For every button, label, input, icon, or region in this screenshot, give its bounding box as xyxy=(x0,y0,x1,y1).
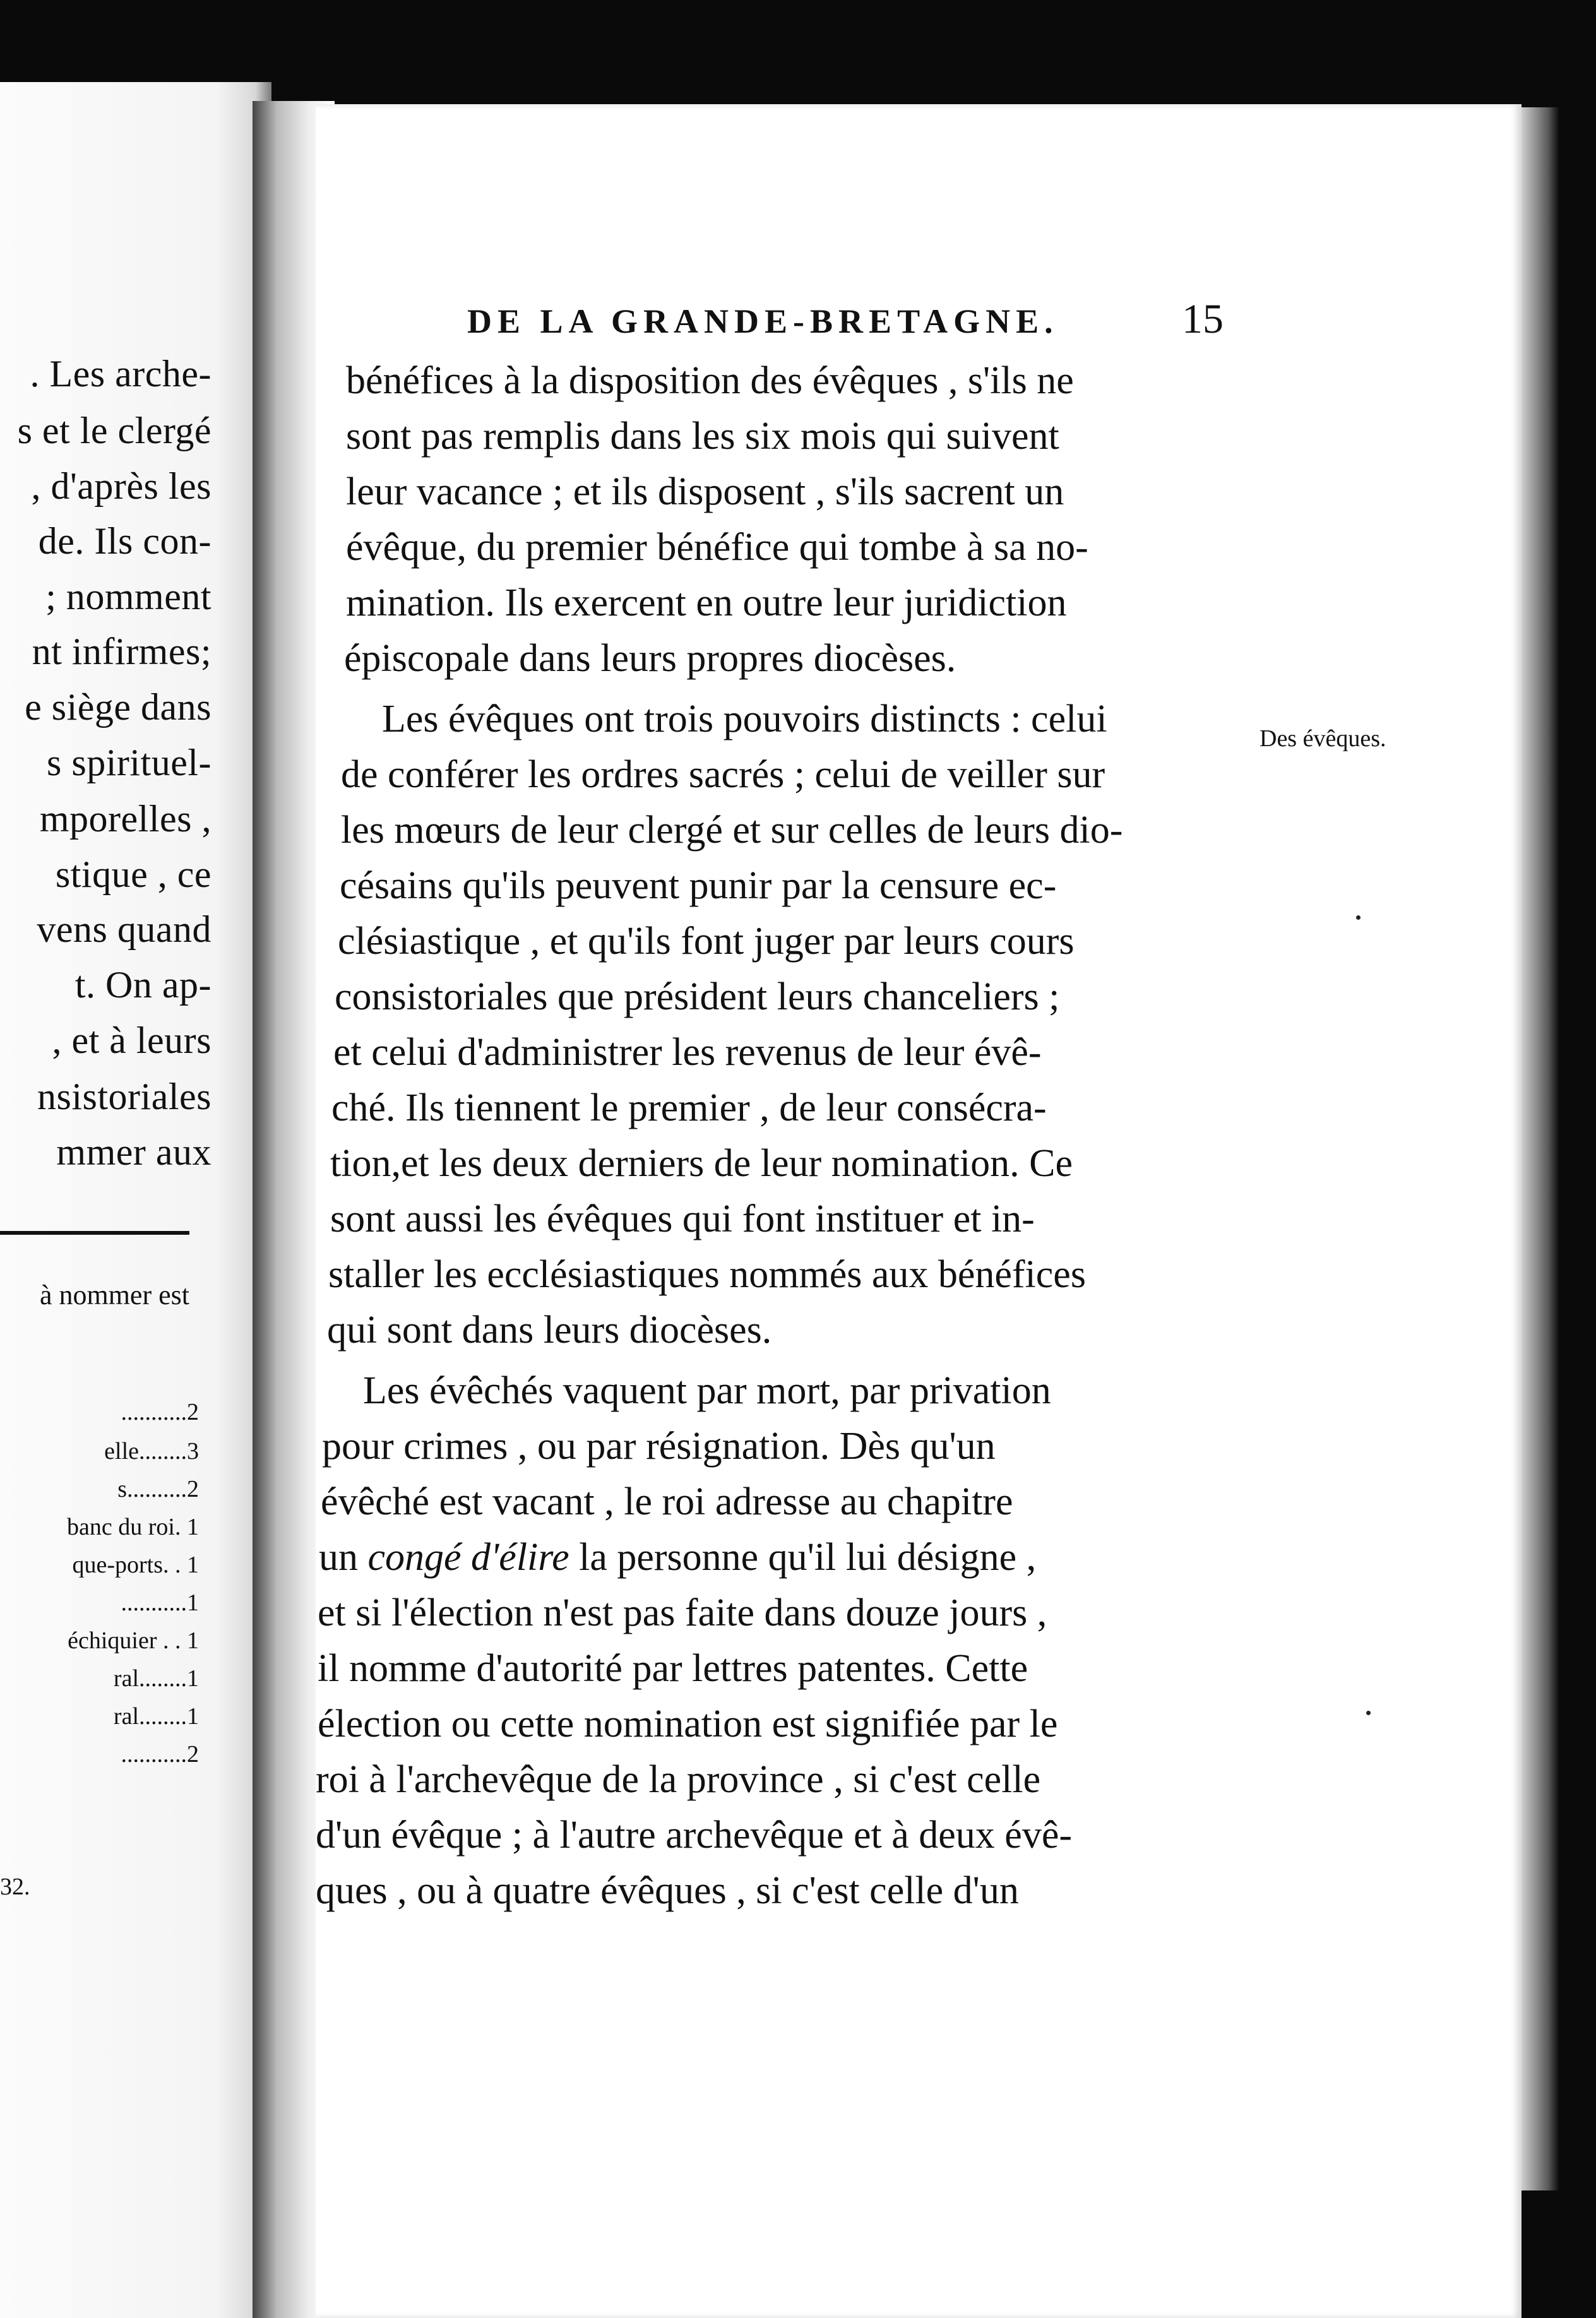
margin-note: Des évêques. xyxy=(1260,725,1386,752)
left-table-row: s..........2 xyxy=(117,1476,199,1502)
left-page xyxy=(0,82,271,2318)
running-head: DE LA GRANDE-BRETAGNE. xyxy=(467,302,1059,340)
text-fragment: la personne qu'il lui désigne , xyxy=(579,1536,1037,1579)
left-line: , d'après les xyxy=(31,465,211,507)
page-number: 15 xyxy=(1182,296,1224,342)
text-line: tion,et les deux derniers de leur nomination. Ce xyxy=(330,1142,1073,1185)
text-line: les mœurs de leur clergé et sur celles de leurs dio- xyxy=(341,809,1123,852)
text-line: et si l'élection n'est pas faite dans douze jours , xyxy=(318,1591,1047,1634)
text-line: évêque, du premier bénéfice qui tombe à sa no- xyxy=(346,526,1088,569)
left-line: . Les arche- xyxy=(30,353,211,395)
left-footnote-rule xyxy=(0,1231,189,1235)
text-line: d'un évêque ; à l'autre archevêque et à deux évê- xyxy=(316,1814,1072,1857)
text-line: Les évêchés vaquent par mort, par privation xyxy=(363,1369,1051,1412)
text-line: leur vacance ; et ils disposent , s'ils sacrent un xyxy=(346,470,1064,513)
left-table-row: ral........1 xyxy=(113,1703,199,1730)
text-line: épiscopale dans leurs propres diocèses. xyxy=(344,637,956,680)
left-line: , et à leurs xyxy=(52,1019,211,1061)
left-line: ; nomment xyxy=(45,576,211,617)
left-table-row: elle........3 xyxy=(104,1438,199,1465)
left-table-row: que-ports. . 1 xyxy=(72,1552,199,1578)
text-line: de conférer les ordres sacrés ; celui de veiller sur xyxy=(341,753,1105,796)
text-line: et celui d'administrer les revenus de leur évê- xyxy=(333,1031,1042,1074)
text-line: ques , ou à quatre évêques , si c'est celle d'un xyxy=(316,1869,1019,1912)
speck xyxy=(1366,1711,1371,1715)
left-line: s et le clergé xyxy=(17,410,211,451)
speck xyxy=(1356,915,1361,920)
italic-phrase: congé d'élire xyxy=(367,1536,569,1579)
text-line: élection ou cette nomination est signifiée par le xyxy=(318,1703,1058,1745)
text-line: qui sont dans leurs diocèses. xyxy=(327,1309,772,1352)
text-line: sont aussi les évêques qui font instituer et in- xyxy=(330,1198,1035,1240)
text-line: évêché est vacant , le roi adresse au chapitre xyxy=(321,1480,1013,1523)
left-line: s spirituel- xyxy=(47,742,211,783)
text-line: pour crimes , ou par résignation. Dès qu'un xyxy=(322,1425,996,1468)
left-line: nsistoriales xyxy=(37,1076,211,1117)
left-table-row: ...........2 xyxy=(121,1741,199,1768)
text-line-with-italic xyxy=(319,1538,1036,1577)
text-line: Les évêques ont trois pouvoirs distincts : celui xyxy=(382,698,1107,740)
text-line: clésiastique , et qu'ils font juger par leurs cours xyxy=(338,920,1075,963)
text-line: roi à l'archevêque de la province , si c'est celle xyxy=(316,1758,1041,1801)
left-line: t. On ap- xyxy=(74,964,211,1006)
text-line: césains qu'ils peuvent punir par la censure ec- xyxy=(340,864,1057,907)
text-fragment: un xyxy=(319,1536,358,1579)
left-table-row: ...........1 xyxy=(121,1590,199,1616)
left-table-row: échiquier . . 1 xyxy=(68,1627,199,1654)
left-line: mporelles , xyxy=(39,798,211,840)
left-line: de. Ils con- xyxy=(38,520,211,562)
page-edge-shadow xyxy=(1522,107,1559,2190)
text-line: sont pas remplis dans les six mois qui suivent xyxy=(346,415,1059,458)
left-line: mmer aux xyxy=(56,1131,211,1173)
text-line: il nomme d'autorité par lettres patentes. Cette xyxy=(318,1647,1028,1690)
left-line: stique , ce xyxy=(55,853,211,895)
text-line: staller les ecclésiastiques nommés aux bénéfices xyxy=(328,1253,1086,1296)
text-line: bénéfices à la disposition des évêques , s'ils ne xyxy=(346,359,1074,402)
left-footnote-heading: à nommer est xyxy=(39,1280,189,1311)
left-table-row: banc du roi. 1 xyxy=(67,1514,199,1540)
text-line: ché. Ils tiennent le premier , de leur consécra- xyxy=(331,1086,1047,1129)
left-table-row: ...........2 xyxy=(121,1399,199,1425)
left-line: vens quand xyxy=(37,908,211,950)
left-line: nt infirmes; xyxy=(32,631,211,672)
left-footnote-end: 32. xyxy=(0,1874,30,1900)
left-line: e siège dans xyxy=(25,686,211,728)
text-line: mination. Ils exercent en outre leur juridiction xyxy=(346,581,1067,624)
text-line: consistoriales que président leurs chanceliers ; xyxy=(335,975,1060,1018)
left-table-row: ral........1 xyxy=(113,1665,199,1692)
